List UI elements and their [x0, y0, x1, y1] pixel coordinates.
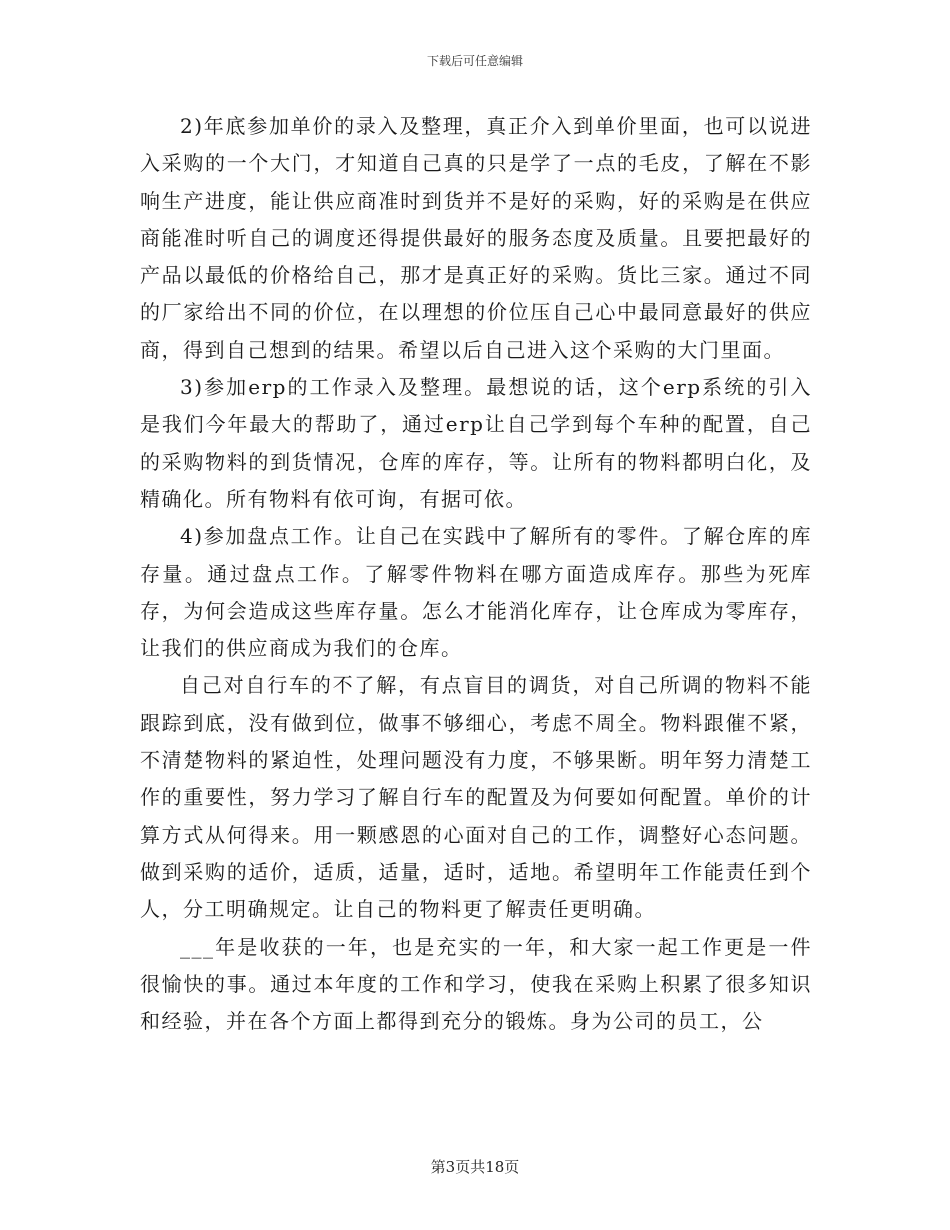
page-header: 下载后可任意编辑 — [426, 54, 523, 68]
page-number: 第3页共18页 — [430, 1158, 520, 1176]
paragraph-erp-system: 3)参加erp的工作录入及整理。最想说的话，这个erp系统的引入是我们今年最大的帮助了，通过erp让自己学到每个车种的配置，自己的采购物料的到货情况，仓库的库存，等。让所有的物料都明白化，及精确化。所有物料有依可询，有据可依。 — [140, 375, 812, 511]
paragraph-erp-price: 2)年底参加单价的录入及整理，真正介入到单价里面，也可以说进入采购的一个大门，才知道自己真的只是学了一点的毛皮，了解在不影响生产进度，能让供应商准时到货并不是好的采购，好的采购是在供应商能准时听自己的调度还得提供最好的服务态度及质量。且要把最好的产品以最低的价格给自己，那才是真正好的采购。货比三家。通过不同的厂家给出不同的价位，在以理想的价位压自己心中最同意最好的供应商，得到自己想到的结果。希望以后自己进入这个采购的大门里面。 — [140, 114, 812, 362]
paragraph-self-review: 自己对自行车的不了解，有点盲目的调货，对自己所调的物料不能跟踪到底，没有做到位，做事不够细心，考虑不周全。物料跟催不紧，不清楚物料的紧迫性，处理问题没有力度，不够果断。明年努力清楚工作的重要性，努力学习了解自行车的配置及为何要如何配置。单价的计算方式从何得来。用一颗感恩的心面对自己的工作，调整好心态问题。做到采购的适价，适质，适量，适时，适地。希望明年工作能责任到个人，分工明确规定。让自己的物料更了解责任更明确。 — [140, 673, 812, 922]
paragraph-inventory-count: 4)参加盘点工作。让自己在实践中了解所有的零件。了解仓库的库存量。通过盘点工作。了解零件物料在哪方面造成库存。那些为死库存，为何会造成这些库存量。怎么才能消化库存，让仓库成为零库存，让我们的供应商成为我们的仓库。 — [140, 524, 812, 661]
document-body — [140, 108, 812, 1040]
paragraph-year-summary: ___年是收获的一年，也是充实的一年，和大家一起工作更是一件很愉快的事。通过本年度的工作和学习，使我在采购上积累了很多知识和经验，并在各个方面上都得到充分的锻炼。身为公司的员工，公 — [140, 934, 812, 1034]
